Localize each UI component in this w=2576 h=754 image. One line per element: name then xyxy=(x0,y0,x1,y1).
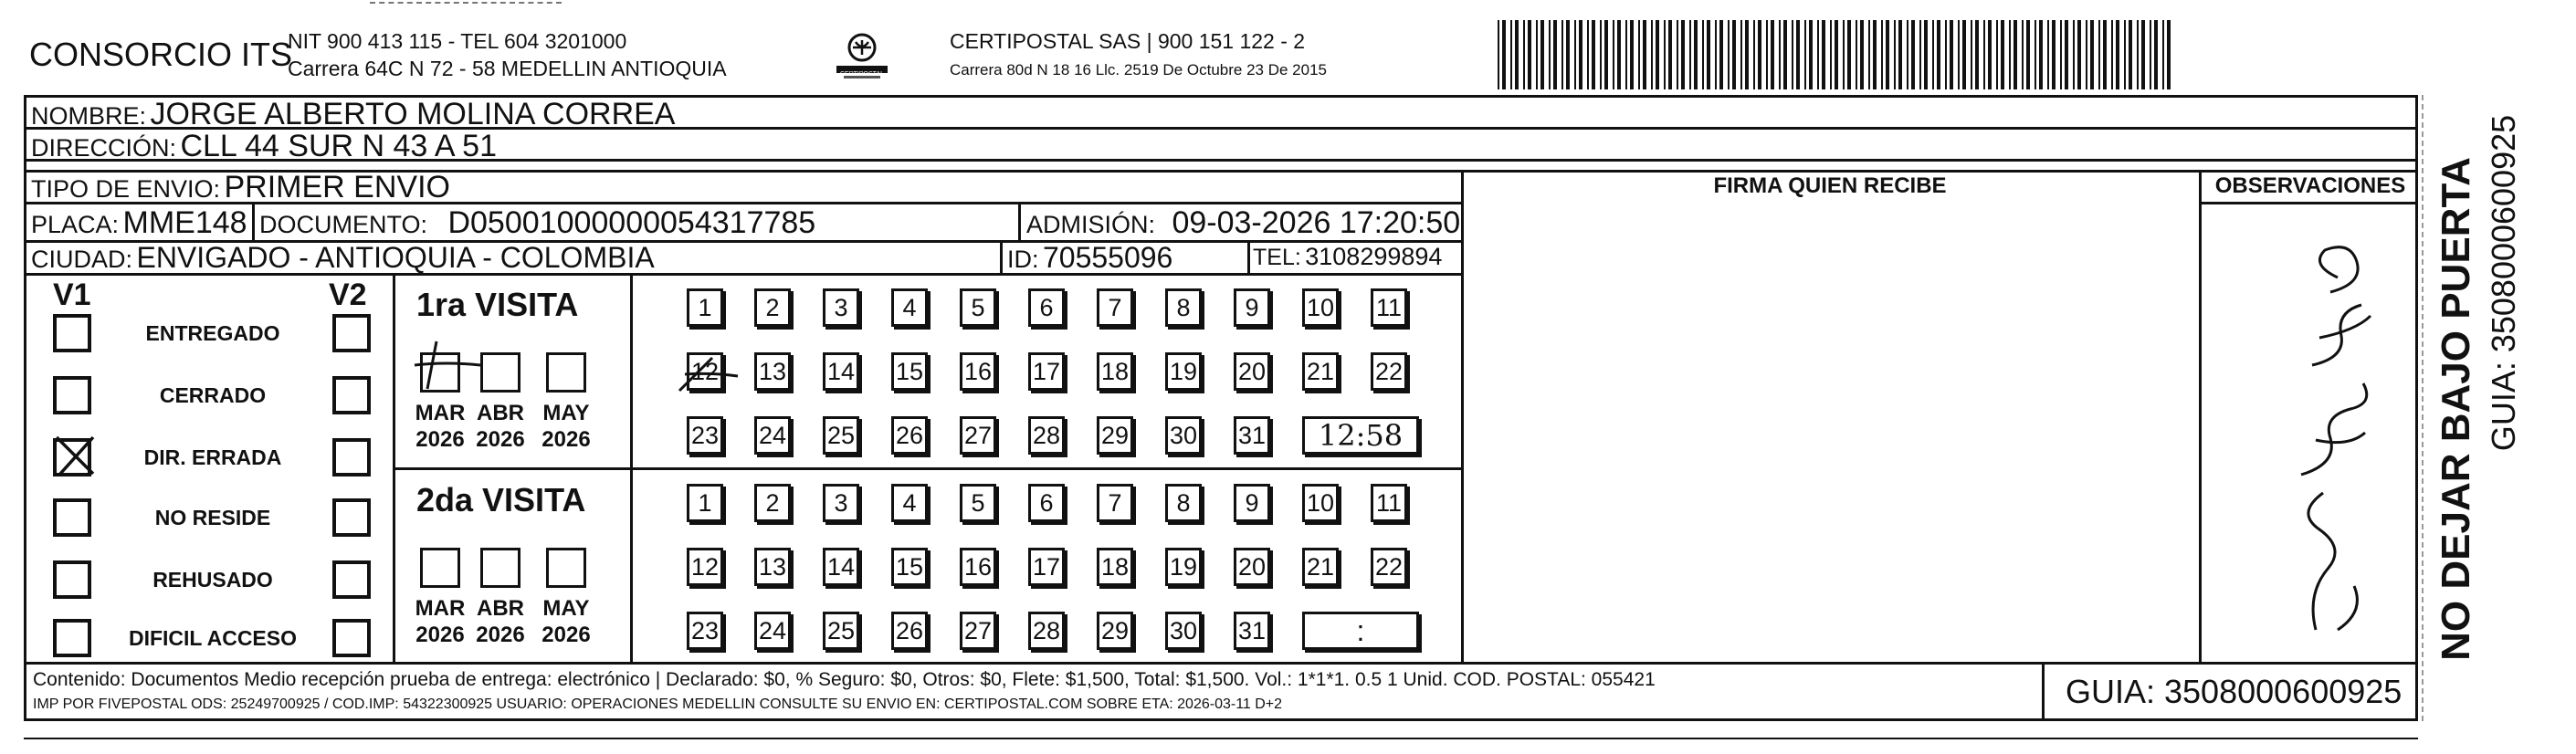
day-30-box[interactable]: 30 xyxy=(1165,612,1202,650)
v2-checkbox[interactable] xyxy=(332,314,371,352)
nombre-field xyxy=(31,99,675,130)
day-18-box[interactable]: 18 xyxy=(1097,352,1133,391)
month-year: 2026 xyxy=(476,623,525,647)
admision-field xyxy=(1026,207,1460,238)
month-checkbox[interactable] xyxy=(480,352,520,393)
nombre-label: NOMBRE: xyxy=(31,102,147,130)
day-14-box[interactable]: 14 xyxy=(823,548,859,586)
day-9-box[interactable]: 9 xyxy=(1234,288,1270,327)
month-name: MAY xyxy=(542,596,590,621)
day-22-box[interactable]: 22 xyxy=(1371,352,1407,391)
day-7-box[interactable]: 7 xyxy=(1097,484,1133,522)
id-label: ID: xyxy=(1007,246,1039,273)
logo-text: CERTIPOSTAL xyxy=(840,71,884,78)
direccion-field xyxy=(31,131,497,162)
month-label xyxy=(468,595,532,648)
day-16-box[interactable]: 16 xyxy=(960,352,996,391)
day-15-box[interactable]: 15 xyxy=(891,548,928,586)
ciudad-value: ENVIGADO - ANTIOQUIA - COLOMBIA xyxy=(136,241,655,274)
status-label: DIR. ERRADA xyxy=(143,445,282,469)
status-label: REHUSADO xyxy=(152,568,273,592)
day-25-box[interactable]: 25 xyxy=(823,416,859,455)
day-11-box[interactable]: 11 xyxy=(1371,484,1407,522)
tel-label: TEL: xyxy=(1253,245,1301,270)
nit-line: NIT 900 413 115 - TEL 604 3201000 xyxy=(288,29,627,53)
documento-label: DOCUMENTO: xyxy=(259,211,428,238)
tipo-envio-value: PRIMER ENVIO xyxy=(224,170,450,204)
day-21-box[interactable]: 21 xyxy=(1302,548,1339,586)
day-16-box[interactable]: 16 xyxy=(960,548,996,586)
signature xyxy=(2228,228,2411,657)
guia-box-value: GUIA: 3508000600925 xyxy=(2066,673,2403,710)
side-dashes xyxy=(2422,95,2424,721)
day-19-box[interactable]: 19 xyxy=(1165,352,1202,391)
day-3-box[interactable]: 3 xyxy=(823,484,859,522)
day-26-box[interactable]: 26 xyxy=(891,612,928,650)
month-name: MAR xyxy=(415,596,466,621)
day-22-box[interactable]: 22 xyxy=(1371,548,1407,586)
side-warning: NO DEJAR BAJO PUERTA xyxy=(2434,157,2478,661)
month-checkbox[interactable] xyxy=(546,548,586,588)
v1-checkbox[interactable] xyxy=(53,314,91,352)
month-label xyxy=(468,400,532,453)
tel-field xyxy=(1253,245,1442,269)
month-checkbox[interactable] xyxy=(420,352,460,393)
imp-line: IMP POR FIVEPOSTAL ODS: 25249700925 / COD.IMP: 54322300925 USUARIO: OPERACIONES MEDELLIN CONSULTE SU ENVIO EN: CERTIPOSTAL.COM SOBRE ETA: 2026-03-11 D+2 xyxy=(33,696,1283,712)
v2-checkbox[interactable] xyxy=(332,376,371,414)
v2-checkbox[interactable] xyxy=(332,498,371,537)
month-checkbox[interactable] xyxy=(546,352,586,393)
side-guia: GUIA: 3508000600925 xyxy=(2485,114,2522,452)
top-dashes xyxy=(370,2,562,4)
admision-value: 09-03-2026 17:20:50 xyxy=(1172,205,1461,240)
day-31-box[interactable]: 31 xyxy=(1234,416,1270,455)
day-3-box[interactable]: 3 xyxy=(823,288,859,327)
v1-checkbox[interactable] xyxy=(53,619,91,657)
day-30-box[interactable]: 30 xyxy=(1165,416,1202,455)
observaciones-header: OBSERVACIONES xyxy=(2214,173,2406,198)
day-23-box[interactable]: 23 xyxy=(687,416,723,455)
ciudad-field xyxy=(31,243,655,272)
day-31-box[interactable]: 31 xyxy=(1234,612,1270,650)
day-20-box[interactable]: 20 xyxy=(1234,352,1270,391)
day-12-box[interactable]: 12 xyxy=(687,352,723,391)
day-5-box[interactable]: 5 xyxy=(960,484,996,522)
day-4-box[interactable]: 4 xyxy=(891,288,928,327)
month-label xyxy=(408,595,472,648)
month-year: 2026 xyxy=(541,427,591,452)
day-24-box[interactable]: 24 xyxy=(754,612,791,650)
id-value: 70555096 xyxy=(1042,241,1173,274)
day-19-box[interactable]: 19 xyxy=(1165,548,1202,586)
day-28-box[interactable]: 28 xyxy=(1028,416,1065,455)
day-2-box[interactable]: 2 xyxy=(754,288,791,327)
direccion-value: CLL 44 SUR N 43 A 51 xyxy=(180,129,497,163)
cut-line xyxy=(24,738,2418,739)
day-6-box[interactable]: 6 xyxy=(1028,484,1065,522)
id-field xyxy=(1007,243,1172,272)
v2-label: V2 xyxy=(329,278,367,312)
day-10-box[interactable]: 10 xyxy=(1302,484,1339,522)
day-11-box[interactable]: 11 xyxy=(1371,288,1407,327)
v2-checkbox[interactable] xyxy=(332,438,371,476)
placa-field xyxy=(31,207,247,238)
placa-label: PLACA: xyxy=(31,211,120,238)
day-27-box[interactable]: 27 xyxy=(960,612,996,650)
contenido-line: Contenido: Documentos Medio recepción prueba de entrega: electrónico | Declarado: $0, % Seguro: $0, Otros: $0, Flete: $1,500, Total: $1,500. Vol.: 1*1*1. 0.5 1 Unid. COD. POSTAL: 055421 xyxy=(33,669,1656,690)
month-year: 2026 xyxy=(415,427,465,452)
day-12-box[interactable]: 12 xyxy=(687,548,723,586)
visit-title: 1ra VISITA xyxy=(416,286,579,323)
month-name: MAR xyxy=(415,401,466,425)
day-8-box[interactable]: 8 xyxy=(1165,288,1202,327)
visit-title: 2da VISITA xyxy=(416,481,586,518)
v1-checkbox[interactable] xyxy=(53,438,91,476)
day-2-box[interactable]: 2 xyxy=(754,484,791,522)
month-label xyxy=(534,595,598,648)
address-line: Carrera 64C N 72 - 58 MEDELLIN ANTIOQUIA xyxy=(288,57,727,80)
month-year: 2026 xyxy=(476,427,525,452)
month-name: ABR xyxy=(477,596,524,621)
day-5-box[interactable]: 5 xyxy=(960,288,996,327)
month-year: 2026 xyxy=(541,623,591,647)
tipo-envio-field xyxy=(31,172,450,203)
month-name: ABR xyxy=(477,401,524,425)
admision-label: ADMISIÓN: xyxy=(1026,211,1156,238)
status-label: CERRADO xyxy=(159,383,267,407)
placa-value: MME148 xyxy=(122,205,247,240)
month-year: 2026 xyxy=(415,623,465,647)
day-18-box[interactable]: 18 xyxy=(1097,548,1133,586)
month-name: MAY xyxy=(542,401,590,425)
documento-field xyxy=(259,207,815,238)
day-15-box[interactable]: 15 xyxy=(891,352,928,391)
v1-checkbox[interactable] xyxy=(53,498,91,537)
day-29-box[interactable]: 29 xyxy=(1097,612,1133,650)
day-7-box[interactable]: 7 xyxy=(1097,288,1133,327)
company-name: CONSORCIO ITS xyxy=(29,36,293,73)
day-1-box[interactable]: 1 xyxy=(687,288,723,327)
v1-checkbox[interactable] xyxy=(53,376,91,414)
month-label xyxy=(534,400,598,453)
day-24-box[interactable]: 24 xyxy=(754,416,791,455)
month-checkbox[interactable] xyxy=(480,548,520,588)
barcode xyxy=(1498,20,2178,89)
nombre-value: JORGE ALBERTO MOLINA CORREA xyxy=(150,97,676,131)
direccion-label: DIRECCIÓN: xyxy=(31,134,177,162)
tel-value: 3108299894 xyxy=(1305,243,1443,270)
month-label xyxy=(408,400,472,453)
day-13-box[interactable]: 13 xyxy=(754,548,791,586)
day-13-box[interactable]: 13 xyxy=(754,352,791,391)
v1-label: V1 xyxy=(53,278,91,312)
day-1-box[interactable]: 1 xyxy=(687,484,723,522)
day-21-box[interactable]: 21 xyxy=(1302,352,1339,391)
day-8-box[interactable]: 8 xyxy=(1165,484,1202,522)
time-box[interactable]: : xyxy=(1302,612,1419,650)
time-box[interactable]: 12:58 xyxy=(1302,416,1419,455)
day-10-box[interactable]: 10 xyxy=(1302,288,1339,327)
day-28-box[interactable]: 28 xyxy=(1028,612,1065,650)
carrier-address: Carrera 80d N 18 16 Llc. 2519 De Octubre 23 De 2015 xyxy=(950,61,1327,79)
day-9-box[interactable]: 9 xyxy=(1234,484,1270,522)
month-checkbox[interactable] xyxy=(420,548,460,588)
v2-checkbox[interactable] xyxy=(332,619,371,657)
status-label: NO RESIDE xyxy=(154,506,271,529)
documento-value: D05001000000054317785 xyxy=(447,205,816,240)
firma-header: FIRMA QUIEN RECIBE xyxy=(1713,173,1947,198)
v2-checkbox[interactable] xyxy=(332,560,371,599)
day-23-box[interactable]: 23 xyxy=(687,612,723,650)
day-14-box[interactable]: 14 xyxy=(823,352,859,391)
day-17-box[interactable]: 17 xyxy=(1028,548,1065,586)
day-6-box[interactable]: 6 xyxy=(1028,288,1065,327)
carrier-line: CERTIPOSTAL SAS | 900 151 122 - 2 xyxy=(950,29,1306,53)
day-27-box[interactable]: 27 xyxy=(960,416,996,455)
status-label: DIFICIL ACCESO xyxy=(128,626,297,650)
v1-checkbox[interactable] xyxy=(53,560,91,599)
day-26-box[interactable]: 26 xyxy=(891,416,928,455)
day-17-box[interactable]: 17 xyxy=(1028,352,1065,391)
day-25-box[interactable]: 25 xyxy=(823,612,859,650)
day-29-box[interactable]: 29 xyxy=(1097,416,1133,455)
day-20-box[interactable]: 20 xyxy=(1234,548,1270,586)
ciudad-label: CIUDAD: xyxy=(31,246,133,273)
day-4-box[interactable]: 4 xyxy=(891,484,928,522)
status-label: ENTREGADO xyxy=(145,321,280,345)
tipo-envio-label: TIPO DE ENVIO: xyxy=(31,175,221,203)
